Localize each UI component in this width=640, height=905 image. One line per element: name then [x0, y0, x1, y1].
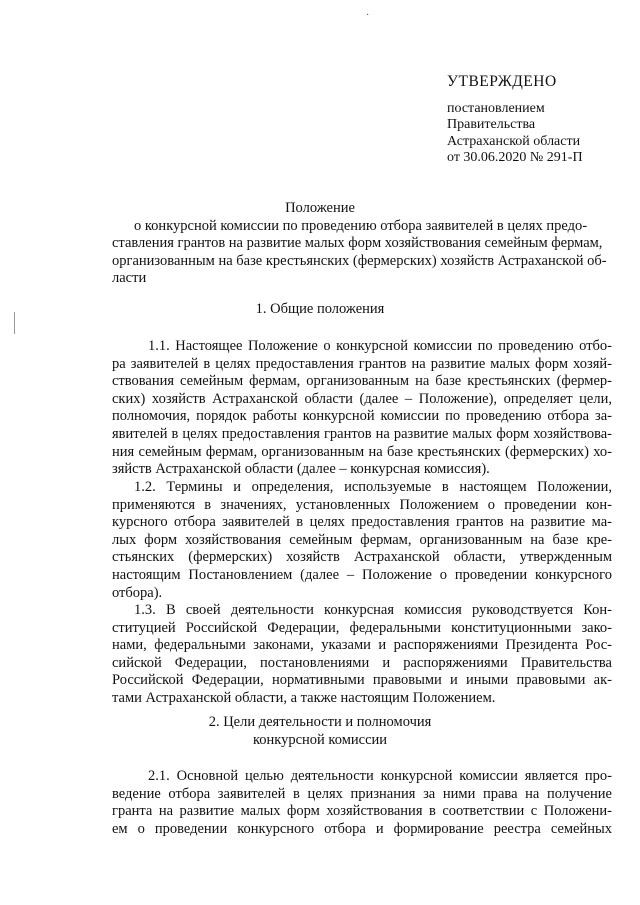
approval-line: постановлением — [447, 100, 545, 116]
paragraph-line: гранта на развитие малых форм хозяйствования в соответствии с Положени- — [112, 803, 612, 820]
paragraph-line: 2.1. Основной целью деятельности конкурсной комиссии является про- — [148, 768, 612, 784]
approval-stamp — [447, 74, 583, 167]
paragraph-line: настоящим Постановлением (далее – Положение о проведении конкурсного — [112, 566, 612, 583]
paragraph-line: ствования семейным фермам, организованным на базе крестьянских (фермер- — [112, 373, 612, 390]
paragraph-line: ституцией Российской Федерации, федеральными конституционными зако- — [112, 619, 612, 636]
paragraph-line: 1.3. В своей деятельности конкурсная комиссия руководствуется Кон- — [134, 602, 612, 618]
approval-line: Правительства — [447, 117, 536, 132]
document-title: Положение — [285, 200, 355, 216]
paragraph-line: сийской Федерации, постановлениями и распоряжениями Правительства — [112, 654, 612, 671]
paragraph-line: тами Астраханской области, а также настоящим Положением. — [112, 689, 496, 706]
paragraph-1-1 — [112, 338, 612, 479]
paragraph-line: 1.2. Термины и определения, используемые в настоящем Положении, — [134, 479, 612, 495]
section-2-heading-line: 2. Цели деятельности и полномочия — [208, 714, 432, 730]
paragraph-line: применяются в значениях, установленных Положением о проведении кон- — [112, 496, 612, 513]
approval-line: Астраханской области — [447, 133, 581, 149]
paragraph-line: ем о проведении конкурсного отбора и формирование реестра семейных — [112, 820, 612, 837]
paragraph-1-3 — [112, 602, 612, 708]
approval-line: от 30.06.2020 № 291-П — [447, 150, 583, 165]
paragraph-line: стьянских (фермерских) хозяйств Астраханской области, утвержденным — [112, 549, 612, 566]
paragraph-line: ведение отбора заявителей в целях признания за ними права на получение — [112, 785, 612, 802]
paragraph-line: ских) хозяйств Астраханской области (далее – Положение), определяет цели, — [112, 390, 612, 407]
paragraph-line: полномочия, порядок работы конкурсной комиссии по проведению отбора за- — [112, 408, 612, 425]
paragraph-line: 1.1. Настоящее Положение о конкурсной комиссии по проведению отбо- — [148, 338, 612, 354]
paragraph-2-1 — [112, 768, 612, 838]
subtitle-line: ставления грантов на развитие малых форм хозяйствования семейным фермам, — [112, 235, 603, 252]
document-subtitle — [112, 218, 612, 287]
approval-heading: УТВЕРЖДЕНО — [447, 73, 557, 90]
paragraph-line: отбора). — [112, 584, 163, 601]
paragraph-1-2 — [112, 479, 612, 602]
section-1-heading: 1. Общие положения — [255, 301, 385, 317]
paragraph-line: зяйств Астраханской области (далее – конкурсная комиссия). — [112, 461, 490, 478]
paragraph-line: лых форм хозяйствования семейным фермам, организованным на базе кре- — [112, 531, 612, 548]
paragraph-line: явителей в целях предоставления грантов на развитие малых форм хозяйствова- — [112, 425, 612, 442]
subtitle-line: организованным на базе крестьянских (фермерских) хозяйств Астраханской об- — [112, 252, 607, 269]
paragraph-line: курсного отбора заявителей в целях предоставления грантов на развитие ма- — [112, 514, 612, 531]
subtitle-line: о конкурсной комиссии по проведению отбора заявителей в целях предо- — [134, 218, 588, 234]
paragraph-line: ра заявителей в целях предоставления грантов на развитие малых форм хозяй- — [112, 355, 612, 372]
section-2-heading-line: конкурсной комиссии — [252, 732, 388, 748]
paragraph-line: нами, федеральными законами, указами и распоряжениями Президента Рос- — [112, 637, 612, 654]
paragraph-line: ния семейным фермам, организованным на базе крестьянских (фермерских) хо- — [112, 443, 612, 460]
subtitle-line: ласти — [112, 269, 147, 286]
paragraph-line: Российской Федерации, нормативными правовыми и иными правовыми ак- — [112, 672, 612, 689]
scan-speck: · — [366, 10, 370, 21]
